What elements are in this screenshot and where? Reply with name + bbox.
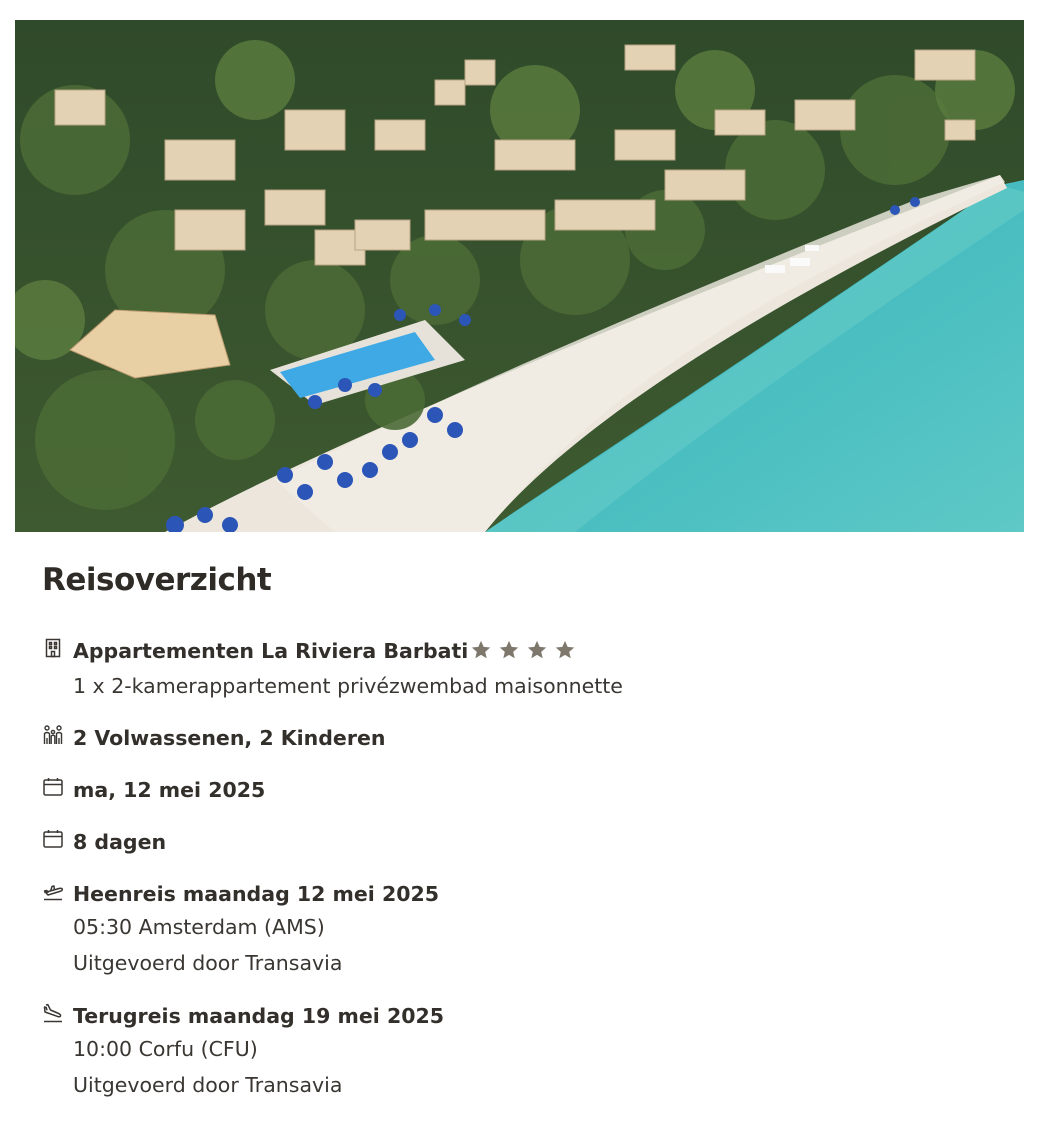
- calendar-icon: [42, 828, 64, 850]
- page-title: Reisoverzicht: [42, 562, 272, 598]
- return-time-place: 10:00 Corfu (CFU): [73, 1037, 258, 1061]
- people-icon: [42, 724, 64, 746]
- outbound-time-place: 05:30 Amsterdam (AMS): [73, 915, 325, 939]
- star-icon: [470, 639, 492, 669]
- travellers-text: 2 Volwassenen, 2 Kinderen: [73, 726, 386, 750]
- building-icon: [42, 637, 64, 659]
- departure-date-row: [42, 775, 982, 805]
- calendar-icon: [42, 776, 64, 798]
- accommodation-row: [42, 636, 982, 703]
- accommodation-name: Appartementen La Riviera Barbati: [73, 639, 469, 663]
- star-icon: [526, 639, 548, 669]
- trip-duration: 8 dagen: [73, 830, 167, 854]
- trip-overview: [42, 556, 982, 1103]
- duration-row: [42, 827, 982, 857]
- travellers-row: [42, 723, 982, 753]
- return-title: Terugreis maandag 19 mei 2025: [73, 1004, 445, 1028]
- return-flight-row: [42, 1001, 982, 1103]
- star-rating: [470, 639, 582, 669]
- return-operator: Uitgevoerd door Transavia: [73, 1073, 343, 1097]
- hotel-aerial-image: [15, 20, 1024, 532]
- outbound-operator: Uitgevoerd door Transavia: [73, 951, 343, 975]
- plane-arrival-icon: [42, 1002, 64, 1024]
- plane-departure-icon: [42, 880, 64, 902]
- room-type: 1 x 2-kamerappartement privézwembad maisonnette: [73, 674, 623, 698]
- outbound-flight-row: [42, 879, 982, 981]
- star-icon: [554, 639, 576, 669]
- hotel-photo: [15, 20, 1024, 532]
- star-icon: [498, 639, 520, 669]
- departure-date: ma, 12 mei 2025: [73, 778, 266, 802]
- outbound-title: Heenreis maandag 12 mei 2025: [73, 882, 440, 906]
